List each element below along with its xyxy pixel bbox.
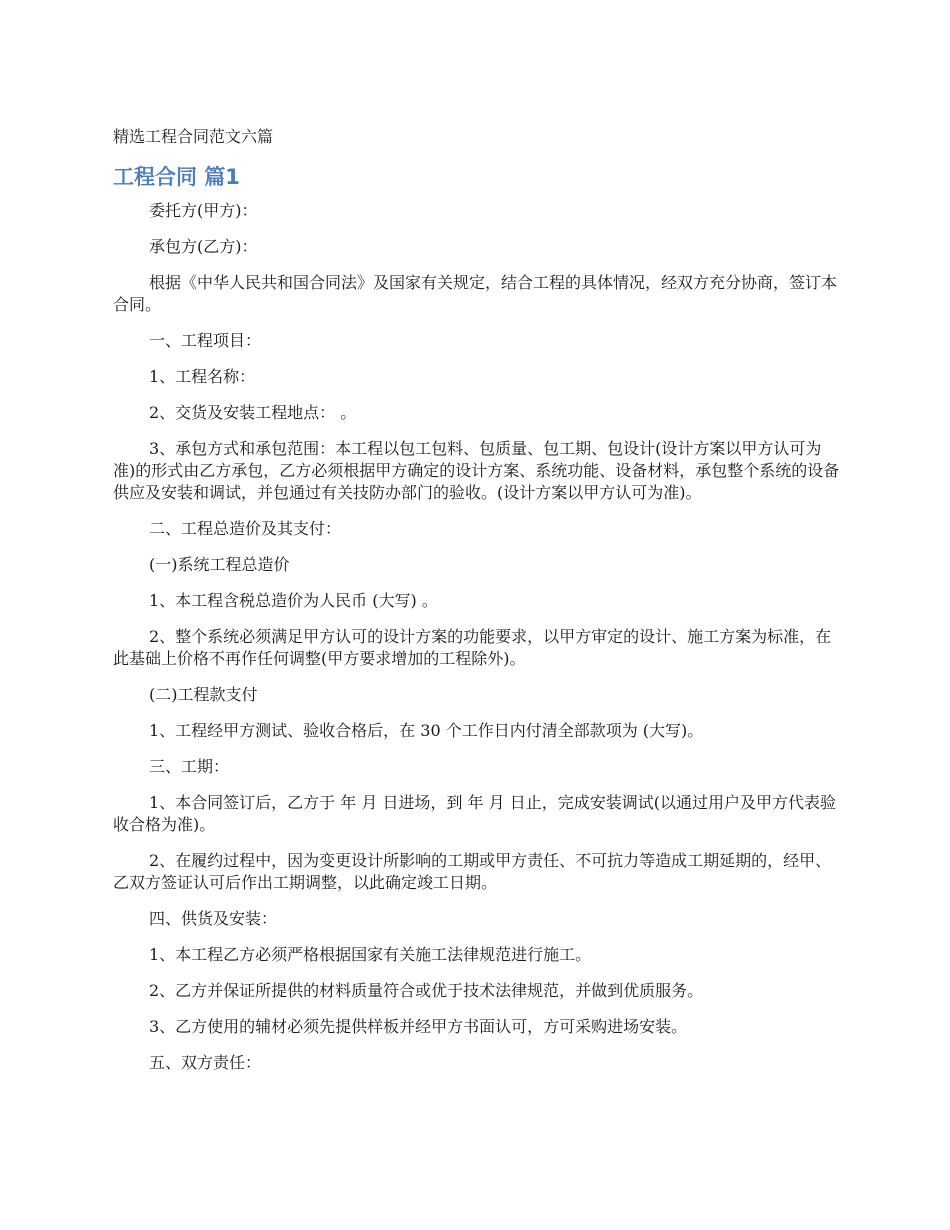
paragraph-preamble: 根据《中华人民共和国合同法》及国家有关规定，结合工程的具体情况，经双方充分协商，签订本合同。 [113,273,838,314]
paragraph-4-2: 2、乙方并保证所提供的材料质量符合或优于技术法律规范，并做到优质服务。 [149,981,704,1000]
paragraph-3-1: 1、本合同签订后，乙方于 年 月 日进场，到 年 月 日止，完成安装调试(以通过用户及甲方代表验收合格为准)。 [113,793,836,834]
section-heading: 工程合同 篇1 [113,165,240,189]
paragraph-4-1: 1、本工程乙方必须严格根据国家有关施工法律规范进行施工。 [149,945,592,964]
paragraph-2-a: (一)系统工程总造价 [149,555,290,574]
paragraph-section-4: 四、供货及安装： [149,909,278,928]
paragraph-2-b-1: 1、工程经甲方测试、验收合格后，在 30 个工作日内付清全部款项为 (大写)。 [149,721,704,740]
paragraph-1-2: 2、交货及安装工程地点： 。 [149,403,357,422]
paragraph-section-2: 二、工程总造价及其支付： [149,519,342,538]
paragraph-4-3: 3、乙方使用的辅材必须先提供样板并经甲方书面认可，方可采购进场安装。 [149,1017,688,1036]
paragraph-section-5: 五、双方责任： [149,1053,262,1072]
paragraph-client: 委托方(甲方)： [149,201,258,220]
contract-body [113,200,840,1088]
paragraph-2-a-1: 1、本工程含税总造价为人民币 (大写) 。 [149,591,438,610]
paragraph-section-3: 三、工期： [149,757,230,776]
paragraph-1-3: 3、承包方式和承包范围：本工程以包工包料、包质量、包工期、包设计(设计方案以甲方认可为准)的形式由乙方承包，乙方必须根据甲方确定的设计方案、系统功能、设备材料，承包整个系统的设备供应及安装和调试，并包通过有关技防办部门的验收。(设计方案以甲方认可为准)。 [113,439,840,502]
document-title: 精选工程合同范文六篇 [113,127,274,146]
paragraph-2-a-2: 2、整个系统必须满足甲方认可的设计方案的功能要求，以甲方审定的设计、施工方案为标准，在此基础上价格不再作任何调整(甲方要求增加的工程除外)。 [113,627,832,668]
paragraph-2-b: (二)工程款支付 [149,685,258,704]
paragraph-3-2: 2、在履约过程中，因为变更设计所影响的工期或甲方责任、不可抗力等造成工期延期的，经甲、乙双方签证认可后作出工期调整，以此确定竣工日期。 [113,851,832,892]
paragraph-contractor: 承包方(乙方)： [149,237,258,256]
paragraph-section-1: 一、工程项目： [149,331,262,350]
paragraph-1-1: 1、工程名称： [149,367,256,386]
